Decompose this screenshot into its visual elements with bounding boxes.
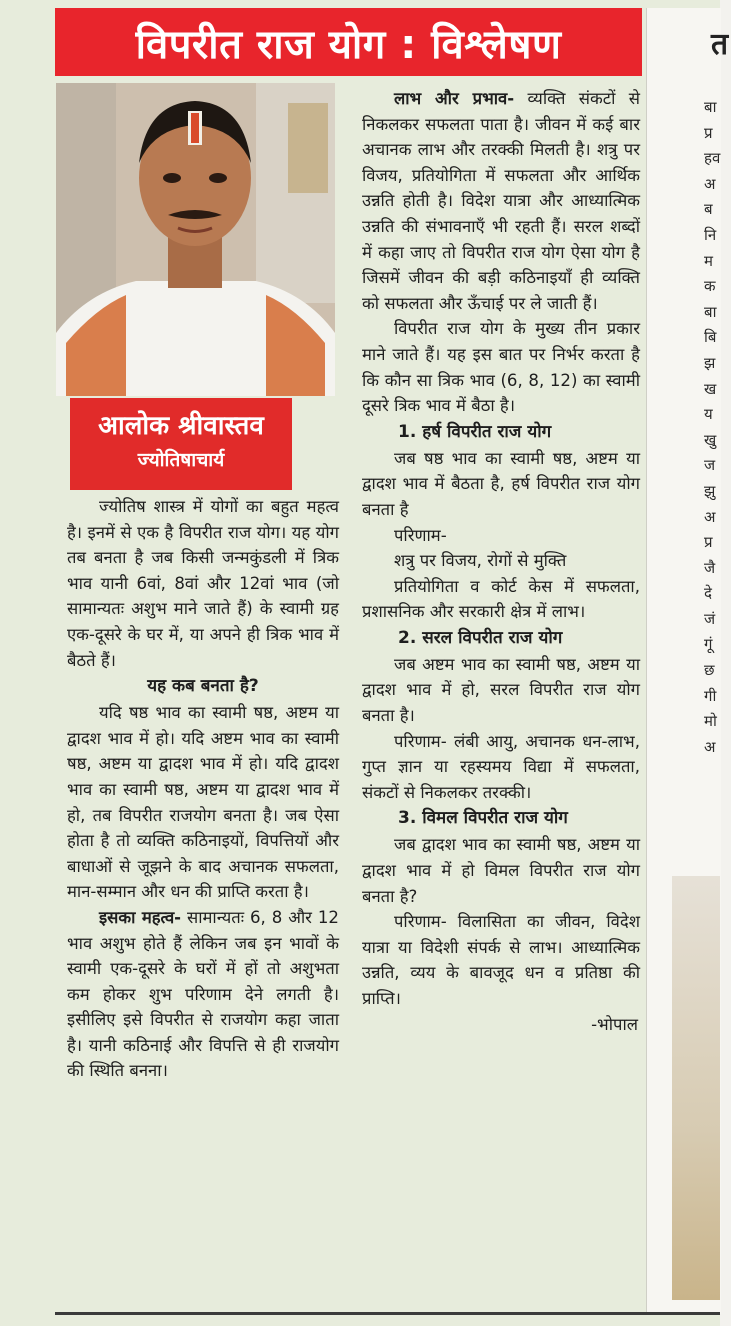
adjacent-text-line: प्र bbox=[704, 123, 713, 142]
adjacent-text-line: जं bbox=[704, 609, 716, 628]
benefit-paragraph bbox=[362, 86, 640, 316]
type3-heading: 3. विमल विपरीत राज योग bbox=[398, 808, 568, 829]
benefit-text: व्यक्ति संकटों से निकलकर सफलता पाता है। जीवन में कई बार अचानक लाभ और तरक्की मिलती है। शत्रु पर विजय, प्रतियोगिता में सफलता और आर्थिक उन्नति होती है। विदेश यात्रा और आध्यात्मिक उन्नति की संभावनाएँ भी रहती हैं। सरल शब्दों में कहा जाए तो विपरीत राज योग ऐसा योग है जिसमें जीवन की बड़ी कठिनाइयाँ ही व्यक्ति को सफलता और ऊँचाई पर ले जाती हैं। bbox=[362, 89, 640, 313]
adjacent-article-photo bbox=[672, 876, 720, 1300]
adjacent-text-line: खु bbox=[704, 430, 717, 449]
adjacent-text-line: य bbox=[704, 405, 713, 424]
type2-heading: 2. सरल विपरीत राज योग bbox=[398, 627, 563, 648]
adjacent-text-line: अ bbox=[704, 174, 716, 193]
adjacent-text-line: अ bbox=[704, 507, 716, 526]
adjacent-text-line: ख bbox=[704, 379, 717, 398]
adjacent-text-line: प्र bbox=[704, 533, 713, 552]
intro-paragraph: ज्योतिष शास्त्र में योगों का बहुत महत्व है। इनमें से एक है विपरीत राज योग। यह योग तब बनता है जब किसी जन्मकुंडली में त्रिक भाव यानी 6वां, 8वां और 12वां भाव (जो सामान्यतः अशुभ माने जाते हैं) के स्वामी ग्रह एक-दूसरे के घर में, या अपने ही त्रिक भाव में बैठते हैं। bbox=[67, 497, 339, 670]
author-portrait-image bbox=[56, 83, 335, 396]
adjacent-text-line: दे bbox=[704, 584, 712, 603]
benefit-label: लाभ और प्रभाव- bbox=[394, 89, 515, 108]
importance-paragraph bbox=[67, 905, 339, 1084]
dateline: -भोपाल bbox=[591, 1014, 638, 1034]
adjacent-text-line: झ bbox=[704, 353, 716, 372]
article-column-2 bbox=[362, 86, 640, 1037]
adjacent-text-line: हव bbox=[704, 149, 721, 168]
headline: विपरीत राज योग : विश्लेषण bbox=[135, 21, 562, 68]
adjacent-text-line: ज bbox=[704, 456, 716, 475]
adjacent-text-line: क bbox=[704, 277, 716, 296]
types-intro-paragraph: विपरीत राज योग के मुख्य तीन प्रकार माने जाते हैं। यह इस बात पर निर्भर करता है कि कौन सा त्रिक भाव (6, 8, 12) का स्वामी दूसरे त्रिक भाव में बैठा है। bbox=[362, 319, 640, 416]
type1-result-label: परिणाम- bbox=[394, 525, 447, 545]
bottom-rule bbox=[55, 1312, 720, 1315]
adjacent-text-line: नि bbox=[704, 225, 717, 244]
type3-result: परिणाम- विलासिता का जीवन, विदेश यात्रा या विदेशी संपर्क से लाभ। आध्यात्मिक उन्नति, व्यय के बावजूद धन व प्रतिष्ठा की प्राप्ति। bbox=[362, 912, 640, 1008]
adjacent-text-line: बा bbox=[704, 98, 717, 116]
type3-paragraph: जब द्वादश भाव का स्वामी षष्ठ, अष्टम या द्वादश भाव में हो विमल विपरीत राज योग बनता है? bbox=[362, 835, 640, 906]
importance-text: सामान्यतः 6, 8 और 12 भाव अशुभ होते हैं लेकिन जब इन भावों के स्वामी एक-दूसरे के घरों में हों तो अशुभता कम होकर शुभ परिणाम देने लगती है। इसीलिए इसे विपरीत से राजयोग कहा जाता है। यानी कठिनाई और विपत्ति से ही राजयोग की स्थिति बनना। bbox=[67, 907, 339, 1081]
type1-paragraph: जब षष्ठ भाव का स्वामी षष्ठ, अष्टम या द्वादश भाव में बैठता है, हर्ष विपरीत राज योग बनता है bbox=[362, 448, 640, 519]
adjacent-text-line: अ bbox=[704, 737, 716, 756]
type2-paragraph: जब अष्टम भाव का स्वामी षष्ठ, अष्टम या द्वादश भाव में हो, सरल विपरीत राज योग बनता है। bbox=[362, 654, 640, 726]
adjacent-text-line: म bbox=[704, 251, 713, 270]
type1-result-2: प्रतियोगिता व कोर्ट केस में सफलता, प्रशासनिक और सरकारी क्षेत्र में लाभ। bbox=[362, 576, 640, 622]
adjacent-text-line: छ bbox=[704, 661, 715, 680]
adjacent-article-text bbox=[704, 95, 720, 760]
type1-heading: 1. हर्ष विपरीत राज योग bbox=[398, 421, 552, 442]
adjacent-text-line: गूं bbox=[704, 635, 713, 654]
article-column-1 bbox=[67, 494, 339, 1084]
author-title: ज्योतिषाचार्य bbox=[137, 449, 225, 471]
adjacent-text-line: झु bbox=[704, 481, 716, 500]
adjacent-text-line: गी bbox=[704, 686, 717, 705]
subheading-when: यह कब बनता है? bbox=[147, 676, 259, 697]
adjacent-text-line: बि bbox=[704, 328, 717, 347]
author-name: आलोक श्रीवास्तव bbox=[98, 411, 264, 441]
adjacent-text-line: मो bbox=[704, 712, 717, 731]
type1-result-1: शत्रु पर विजय, रोगों से मुक्ति bbox=[394, 551, 567, 571]
adjacent-text-line: ब bbox=[704, 200, 713, 219]
adjacent-text-line: जै bbox=[704, 558, 716, 577]
type2-result: परिणाम- लंबी आयु, अचानक धन-लाभ, गुप्त ज्ञान या रहस्यमय विद्या में सफलता, संकटों से निकलकर तरक्की। bbox=[362, 731, 640, 802]
author-name-box bbox=[70, 398, 292, 490]
adjacent-text-line: बा bbox=[704, 302, 717, 321]
importance-label: इसका महत्व- bbox=[99, 907, 182, 927]
author-photo bbox=[56, 83, 335, 396]
headline-banner bbox=[55, 8, 642, 76]
when-paragraph: यदि षष्ठ भाव का स्वामी षष्ठ, अष्टम या द्वादश भाव में हो। यदि अष्टम भाव का स्वामी षष्ठ, अष्टम या द्वादश भाव में हो। यदि द्वादश भाव का स्वामी षष्ठ, अष्टम या द्वादश भाव में हो, तब विपरीत राजयोग बनता है। जब ऐसा होता है तो व्यक्ति कठिनाइयों, विपत्तियों और बाधाओं से जूझने के बाद अचानक सफलता, मान-सम्मान और धन की प्राप्ति करता है। bbox=[67, 703, 339, 902]
adjacent-headline-fragment: त bbox=[711, 27, 729, 62]
